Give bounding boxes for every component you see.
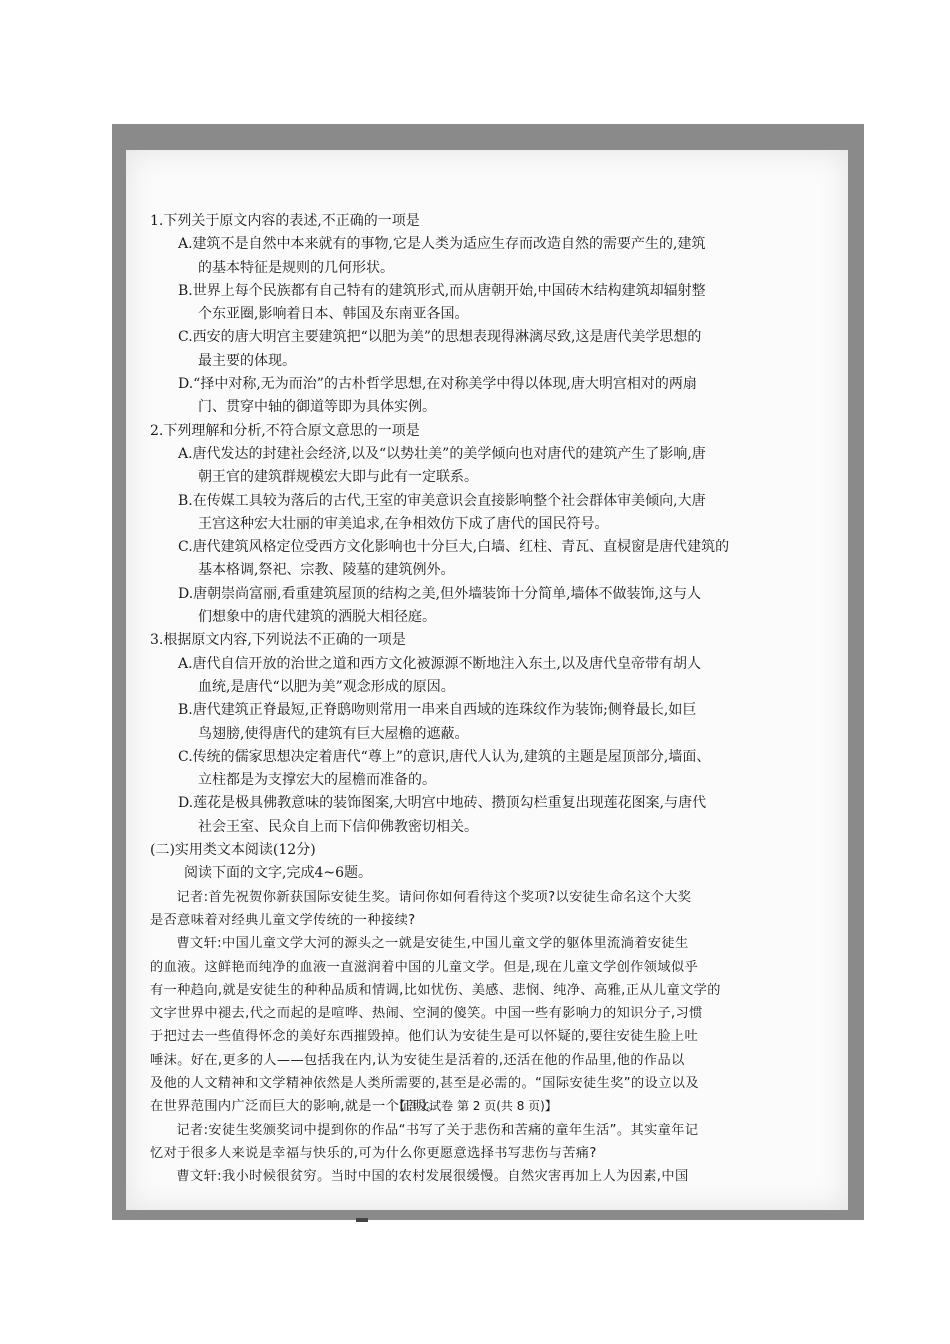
page-footer: 【语文试卷 第 2 页(共 8 页)】 xyxy=(393,1099,557,1113)
option-line: C.唐代建筑风格定位受西方文化影响也十分巨大,白墙、红柱、青瓦、直棂窗是唐代建筑的 xyxy=(178,539,730,556)
option-line: 个东亚圈,影响着日本、韩国及东南亚各国。 xyxy=(198,306,469,323)
passage-line: 的血液。这鲜艳而纯净的血液一直滋润着中国的儿童文学。但是,现在儿童文学创作领域似乎 xyxy=(150,959,699,975)
question-stem: 1.下列关于原文内容的表述,不正确的一项是 xyxy=(150,213,420,229)
passage-line: 曹文轩:我小时候很贫穷。当时中国的农村发展很缓慢。自然灾害再加上人为因素,中国 xyxy=(176,1169,689,1185)
passage-line: 曹文轩:中国儿童文学大河的源头之一就是安徒生,中国儿童文学的躯体里流淌着安徒生 xyxy=(176,936,689,952)
passage-line: 是否意味着对经典儿童文学传统的一种接续? xyxy=(150,912,416,928)
option-line: D.莲花是极具佛教意味的装饰图案,大明宫中地砖、攒顶勾栏重复出现莲花图案,与唐代 xyxy=(178,795,707,812)
scan-speck xyxy=(356,1218,368,1222)
option-line: 立柱都是为支撑宏大的屋檐而准备的。 xyxy=(198,772,436,789)
option-line: 门、贯穿中轴的御道等即为具体实例。 xyxy=(198,399,436,416)
option-line: 基本格调,祭祀、宗教、陵墓的建筑例外。 xyxy=(198,562,455,579)
option-line: 社会王室、民众自上而下信仰佛教密切相关。 xyxy=(198,818,478,835)
section-title: (二)实用类文本阅读(12分) xyxy=(150,842,316,859)
passage-line: 唾沫。好在,更多的人——包括我在内,认为安徒生是活着的,还活在他的作品里,他的作品以 xyxy=(150,1052,685,1068)
question-stem: 2.下列理解和分析,不符合原文意思的一项是 xyxy=(150,422,420,439)
option-line: D.“择中对称,无为而治”的古朴哲学思想,在对称美学中得以体现,唐大明宫相对的两扇 xyxy=(178,376,697,393)
passage-line: 于把过去一些值得怀念的美好东西摧毁掉。他们认为安徒生是可以怀疑的,要往安徒生脸上吐 xyxy=(150,1029,699,1045)
option-line: D.唐朝崇尚富丽,看重建筑屋顶的结构之美,但外墙装饰十分简单,墙体不做装饰,这与人 xyxy=(178,585,701,602)
option-line: 血统,是唐代“以肥为美”观念形成的原因。 xyxy=(198,678,455,695)
option-line: A.建筑不是自然中本来就有的事物,它是人类为适应生存而改造自然的需要产生的,建筑 xyxy=(178,236,706,253)
option-line: 朝王官的建筑群规模宏大即与此有一定联系。 xyxy=(198,469,478,486)
passage-line: 文字世界中褪去,代之而起的是喧哗、热闹、空洞的傻笑。中国一些有影响力的知识分子,习惯 xyxy=(150,1006,703,1022)
option-line: C.西安的唐大明宫主要建筑把“以肥为美”的思想表现得淋漓尽致,这是唐代美学思想的 xyxy=(178,329,702,346)
passage-line: 在世界范围内广泛而巨大的影响,就是一个证明。 xyxy=(150,1099,440,1115)
section-instruction: 阅读下面的文字,完成4~6题。 xyxy=(184,865,372,882)
option-line: B.唐代建筑正脊最短,正脊鸱吻则常用一串来自西域的连珠纹作为装饰;侧脊最长,如巨 xyxy=(178,702,697,719)
question-stem: 3.根据原文内容,下列说法不正确的一项是 xyxy=(150,632,406,649)
option-line: 们想象中的唐代建筑的洒脱大相径庭。 xyxy=(198,609,436,626)
passage-line: 记者:首先祝贺你新获国际安徒生奖。请问你如何看待这个奖项?以安徒生命名这个大奖 xyxy=(176,889,692,905)
passage-line: 及他的人文精神和文学精神依然是人类所需要的,甚至是必需的。“国际安徒生奖”的设立以及 xyxy=(150,1075,699,1091)
option-line: A.唐代发达的封建社会经济,以及“以势壮美”的美学倾向也对唐代的建筑产生了影响,唐 xyxy=(178,445,706,462)
passage-line: 忆对于很多人来说是幸福与快乐的,可为什么你更愿意选择书写悲伤与苦痛? xyxy=(150,1145,597,1161)
option-line: B.世界上每个民族都有自己特有的建筑形式,而从唐朝开始,中国砖木结构建筑却辐射整 xyxy=(178,282,706,299)
exam-content xyxy=(150,210,760,1188)
option-line: 鸟翅膀,使得唐代的建筑有巨大屋檐的遮蔽。 xyxy=(198,725,469,742)
passage-line: 有一种趋向,就是安徒生的种种品质和情调,比如忧伤、美感、悲悯、纯净、高雅,正从儿童文学的 xyxy=(150,982,721,998)
option-line: C.传统的儒家思想决定着唐代“尊上”的意识,唐代人认为,建筑的主题是屋顶部分,墙面、 xyxy=(178,748,711,765)
passage-line: 记者:安徒生奖颁奖词中提到你的作品“书写了关于悲伤和苦痛的童年生活”。其实童年记 xyxy=(176,1122,699,1138)
option-line: 王宫这种宏大壮丽的审美追求,在争相效仿下成了唐代的国民符号。 xyxy=(198,515,609,532)
option-line: 的基本特征是规则的几何形状。 xyxy=(198,259,394,276)
option-line: 最主要的体现。 xyxy=(198,352,296,369)
option-line: B.在传媒工具较为落后的古代,王室的审美意识会直接影响整个社会群体审美倾向,大唐 xyxy=(178,492,706,509)
option-line: A.唐代自信开放的治世之道和西方文化被源源不断地注入东土,以及唐代皇帝带有胡人 xyxy=(178,655,702,672)
